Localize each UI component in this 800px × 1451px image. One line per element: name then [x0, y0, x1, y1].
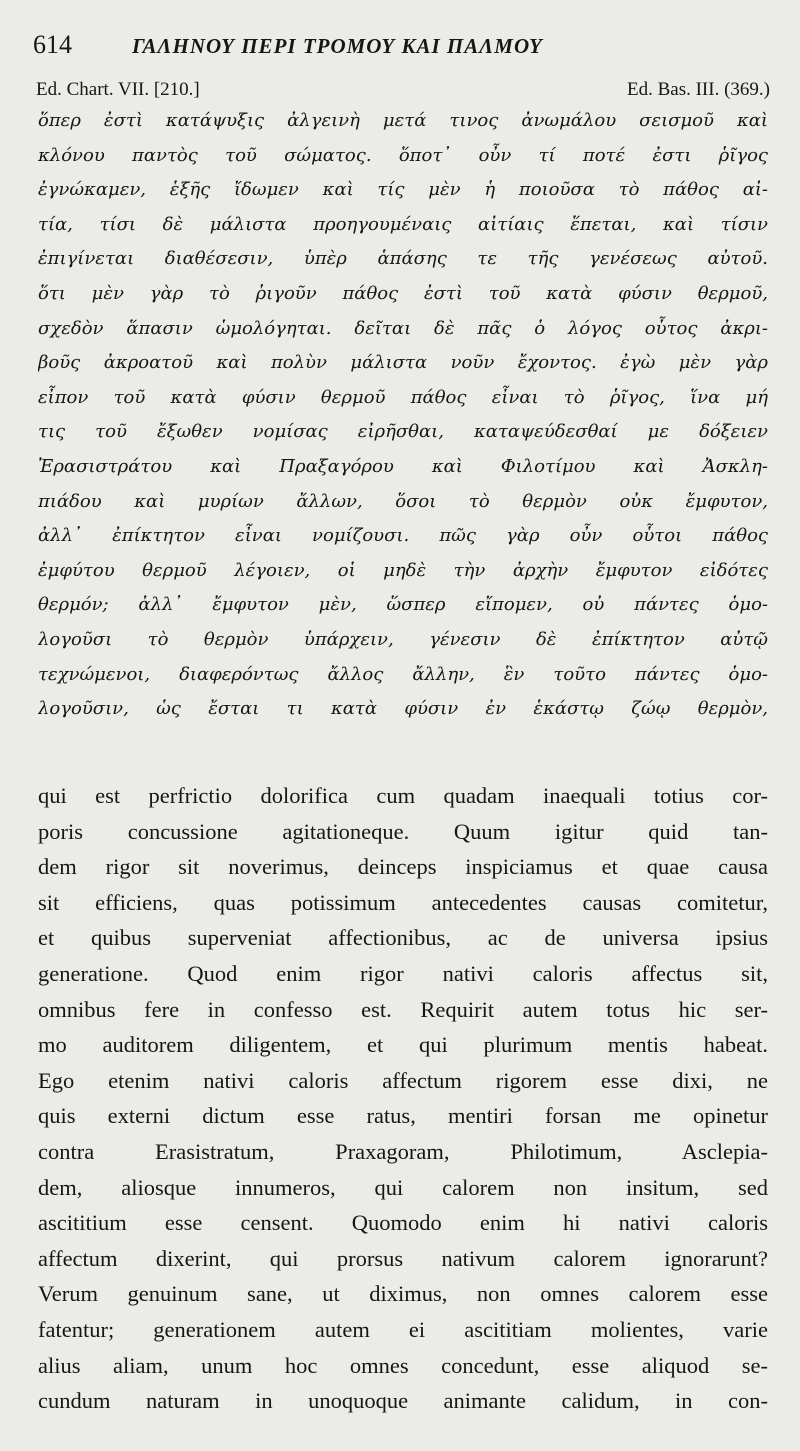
latin-line: contra Erasistratum, Praxagoram, Philotimum, Asclepia-	[38, 1138, 768, 1164]
latin-line: quis externi dictum esse ratus, mentiri forsan me opinetur	[38, 1103, 768, 1129]
latin-line: sit efficiens, quas potissimum antecedentes causas comitetur,	[38, 889, 768, 915]
latin-line: mo auditorem diligentem, et qui plurimum mentis habeat.	[38, 1032, 768, 1058]
greek-line: τία, τίσι δὲ μάλιστα προηγουμέναις αἰτίαις ἕπεται, καὶ τίσιν	[38, 213, 768, 235]
latin-line: fatentur; generationem autem ei ascititiam molientes, varie	[38, 1316, 768, 1342]
greek-line: λογοῦσιν, ὡς ἔσται τι κατὰ φύσιν ἐν ἑκάστῳ ζώῳ θερμὸν,	[38, 698, 768, 720]
greek-line: ἀλλ᾽ ἐπίκτητον εἶναι νομίζουσι. πῶς γὰρ οὖν οὗτοι πάθος	[38, 525, 768, 547]
greek-line: ἐμφύτου θερμοῦ λέγοιεν, οἱ μηδὲ τὴν ἀρχὴν ἔμφυτον εἰδότες	[38, 559, 768, 581]
edition-reference-right: Ed. Bas. III. (369.)	[627, 79, 770, 100]
latin-line: affectum dixerint, qui prorsus nativum calorem ignorarunt?	[38, 1245, 768, 1271]
greek-line: ἐπιγίνεται διαθέσεσιν, ὑπὲρ ἁπάσης τε τῆς γενέσεως αὐτοῦ.	[38, 248, 768, 270]
greek-line: ἐγνώκαμεν, ἑξῆς ἴδωμεν καὶ τίς μὲν ἡ ποιοῦσα τὸ πάθος αἰ-	[38, 179, 768, 201]
latin-line: dem rigor sit noverimus, deinceps inspiciamus et quae causa	[38, 854, 768, 880]
latin-line: cundum naturam in unoquoque animante calidum, in con-	[38, 1388, 768, 1414]
greek-line: ὅτι μὲν γὰρ τὸ ῥιγοῦν πάθος ἐστὶ τοῦ κατὰ φύσιν θερμοῦ,	[38, 282, 768, 304]
greek-line: κλόνου παντὸς τοῦ σώματος. ὅποτ᾽ οὖν τί ποτέ ἐστι ῥῖγος	[38, 144, 768, 166]
latin-line: omnibus fere in confesso est. Requirit autem totus hic ser-	[38, 996, 768, 1022]
latin-line: ascititium esse censent. Quomodo enim hi nativi caloris	[38, 1210, 768, 1236]
greek-line: τις τοῦ ἔξωθεν νομίσας εἰρῆσθαι, καταψεύδεσθαί με δόξειεν	[38, 421, 768, 443]
greek-line: Ἐρασιστράτου καὶ Πραξαγόρου καὶ Φιλοτίμου καὶ Ἀσκλη-	[38, 455, 768, 477]
latin-line: qui est perfrictio dolorifica cum quadam inaequali totius cor-	[38, 783, 768, 808]
greek-line: σχεδὸν ἅπασιν ὡμολόγηται. δεῖται δὲ πᾶς ὁ λόγος οὗτος ἀκρι-	[38, 317, 768, 339]
latin-line: generatione. Quod enim rigor nativi caloris affectus sit,	[38, 960, 768, 986]
greek-line: λογοῦσι τὸ θερμὸν ὑπάρχειν, γένεσιν δὲ ἐπίκτητον αὐτῷ	[38, 628, 768, 650]
latin-line: Ego etenim nativi caloris affectum rigorem esse dixi, ne	[38, 1067, 768, 1093]
running-title: ΓΑΛΗΝΟΥ ΠΕΡΙ ΤΡΟΜΟΥ ΚΑΙ ΠΑΛΜΟΥ	[132, 34, 543, 58]
greek-line: θερμόν; ἀλλ᾽ ἔμφυτον μὲν, ὥσπερ εἴπομεν, οὐ πάντες ὁμο-	[38, 594, 768, 616]
greek-text-block	[38, 104, 768, 727]
greek-line: εἶπον τοῦ κατὰ φύσιν θερμοῦ πάθος εἶναι τὸ ῥῖγος, ἵνα μή	[38, 386, 768, 408]
latin-line: et quibus superveniat affectionibus, ac de universa ipsius	[38, 925, 768, 951]
latin-line: alius aliam, unum hoc omnes concedunt, esse aliquod se-	[38, 1352, 768, 1378]
latin-line: Verum genuinum sane, ut diximus, non omnes calorem esse	[38, 1281, 768, 1307]
greek-line: τεχνώμενοι, διαφερόντως ἄλλος ἄλλην, ἓν τοῦτο πάντες ὁμο-	[38, 663, 768, 685]
latin-text-block	[38, 778, 768, 1419]
page-number: 614	[33, 30, 72, 59]
greek-line: πιάδου καὶ μυρίων ἄλλων, ὅσοι τὸ θερμὸν οὐκ ἔμφυτον,	[38, 490, 768, 512]
latin-line: dem, aliosque innumeros, qui calorem non insitum, sed	[38, 1174, 768, 1200]
edition-reference-left: Ed. Chart. VII. [210.]	[36, 79, 200, 100]
greek-line: βοῦς ἀκροατοῦ καὶ πολὺν μάλιστα νοῦν ἔχοντος. ἐγὼ μὲν γὰρ	[38, 352, 768, 374]
latin-line: poris concussione agitationeque. Quum igitur quid tan-	[38, 818, 768, 844]
greek-line: ὅπερ ἐστὶ κατάψυξις ἀλγεινὴ μετά τινος ἀνωμάλου σεισμοῦ καὶ	[38, 110, 768, 131]
